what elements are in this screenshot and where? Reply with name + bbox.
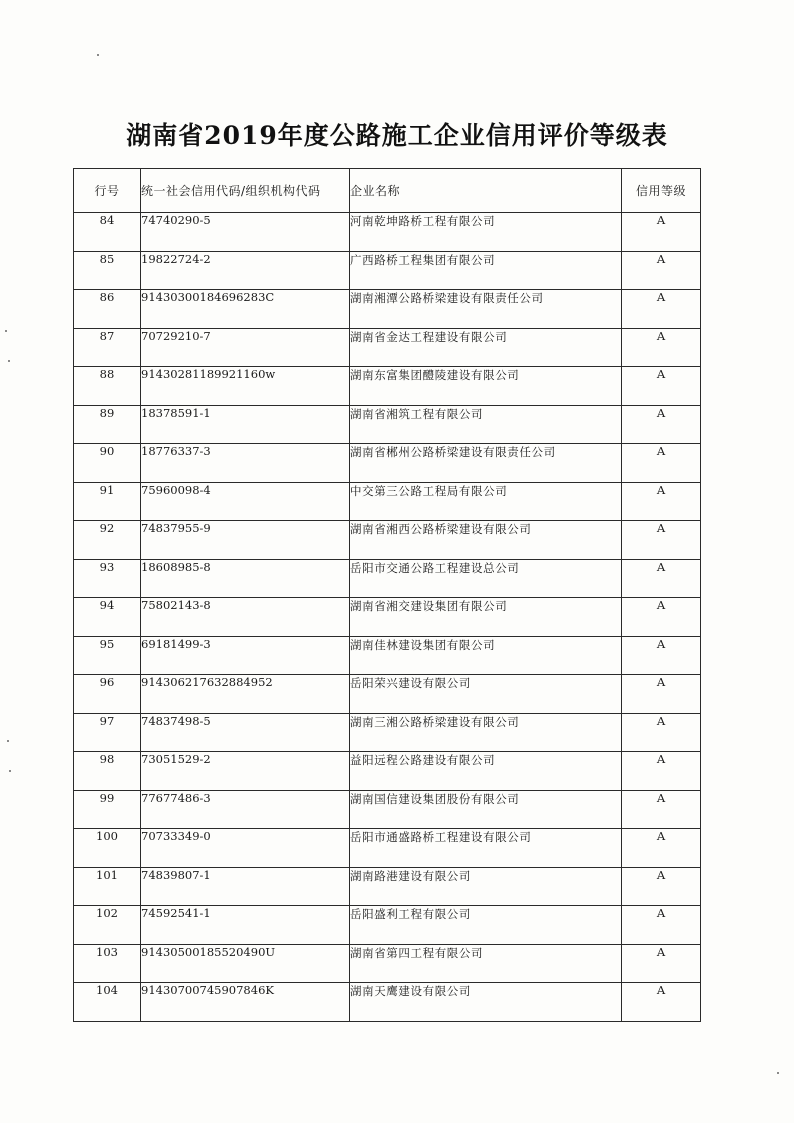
table-row	[74, 636, 701, 675]
company-name-cell: 湖南省湘交建设集团有限公司	[350, 598, 622, 637]
credit-grade-cell: A	[622, 598, 701, 637]
credit-code-cell: 74837498-5	[141, 713, 350, 752]
table-row	[74, 867, 701, 906]
credit-code-cell: 75960098-4	[141, 482, 350, 521]
company-name-cell: 岳阳市通盛路桥工程建设有限公司	[350, 829, 622, 868]
company-name-cell: 湖南省湘西公路桥梁建设有限公司	[350, 521, 622, 560]
credit-code-cell: 77677486-3	[141, 790, 350, 829]
table-row	[74, 482, 701, 521]
credit-code-cell: 91430300184696283C	[141, 290, 350, 329]
company-name-cell: 湖南天鹰建设有限公司	[350, 983, 622, 1022]
credit-grade-cell: A	[622, 944, 701, 983]
row-number-cell: 94	[74, 598, 141, 637]
row-number-cell: 89	[74, 405, 141, 444]
company-name-cell: 湖南省第四工程有限公司	[350, 944, 622, 983]
scan-speck	[5, 330, 7, 332]
table-row	[74, 521, 701, 560]
table-row	[74, 790, 701, 829]
table-row	[74, 405, 701, 444]
credit-code-cell: 91430700745907846K	[141, 983, 350, 1022]
row-number-cell: 102	[74, 906, 141, 945]
credit-grade-cell: A	[622, 482, 701, 521]
company-name-cell: 湖南省湘筑工程有限公司	[350, 405, 622, 444]
company-name-cell: 河南乾坤路桥工程有限公司	[350, 213, 622, 252]
table-row	[74, 213, 701, 252]
scan-speck	[9, 770, 11, 772]
credit-code-cell: 73051529-2	[141, 752, 350, 791]
table-row	[74, 752, 701, 791]
table-row	[74, 829, 701, 868]
header-credit-grade: 信用等级	[622, 169, 701, 213]
table-header-row	[74, 169, 701, 213]
credit-code-cell: 18608985-8	[141, 559, 350, 598]
credit-code-cell: 18378591-1	[141, 405, 350, 444]
company-name-cell: 湖南佳林建设集团有限公司	[350, 636, 622, 675]
row-number-cell: 103	[74, 944, 141, 983]
company-name-cell: 岳阳盛利工程有限公司	[350, 906, 622, 945]
credit-code-cell: 75802143-8	[141, 598, 350, 637]
credit-grade-cell: A	[622, 559, 701, 598]
table-row	[74, 598, 701, 637]
credit-code-cell: 91430281189921160w	[141, 367, 350, 406]
table-row	[74, 290, 701, 329]
table-row	[74, 367, 701, 406]
credit-grade-cell: A	[622, 251, 701, 290]
table-row	[74, 944, 701, 983]
credit-code-cell: 74592541-1	[141, 906, 350, 945]
credit-grade-cell: A	[622, 983, 701, 1022]
company-name-cell: 湖南路港建设有限公司	[350, 867, 622, 906]
row-number-cell: 99	[74, 790, 141, 829]
company-name-cell: 益阳远程公路建设有限公司	[350, 752, 622, 791]
company-name-cell: 广西路桥工程集团有限公司	[350, 251, 622, 290]
credit-grade-cell: A	[622, 290, 701, 329]
row-number-cell: 93	[74, 559, 141, 598]
header-row-number: 行号	[74, 169, 141, 213]
table-row	[74, 713, 701, 752]
table-row	[74, 444, 701, 483]
row-number-cell: 96	[74, 675, 141, 714]
row-number-cell: 97	[74, 713, 141, 752]
company-name-cell: 岳阳荣兴建设有限公司	[350, 675, 622, 714]
table-body	[74, 213, 701, 1022]
credit-code-cell: 74839807-1	[141, 867, 350, 906]
header-company-name: 企业名称	[350, 169, 622, 213]
table-row	[74, 906, 701, 945]
table-row	[74, 328, 701, 367]
credit-grade-cell: A	[622, 867, 701, 906]
credit-grade-cell: A	[622, 521, 701, 560]
row-number-cell: 88	[74, 367, 141, 406]
scan-speck	[97, 54, 99, 56]
credit-code-cell: 74837955-9	[141, 521, 350, 560]
credit-grade-cell: A	[622, 405, 701, 444]
row-number-cell: 87	[74, 328, 141, 367]
credit-code-cell: 18776337-3	[141, 444, 350, 483]
row-number-cell: 86	[74, 290, 141, 329]
scan-speck	[7, 740, 9, 742]
company-name-cell: 湖南三湘公路桥梁建设有限公司	[350, 713, 622, 752]
credit-rating-table	[73, 168, 701, 1022]
company-name-cell: 湖南湘潭公路桥梁建设有限责任公司	[350, 290, 622, 329]
credit-grade-cell: A	[622, 675, 701, 714]
credit-grade-cell: A	[622, 444, 701, 483]
company-name-cell: 湖南省金达工程建设有限公司	[350, 328, 622, 367]
page-title: 湖南省2019年度公路施工企业信用评价等级表	[126, 121, 668, 150]
company-name-cell: 中交第三公路工程局有限公司	[350, 482, 622, 521]
credit-code-cell: 70733349-0	[141, 829, 350, 868]
credit-grade-cell: A	[622, 829, 701, 868]
scan-speck	[8, 360, 10, 362]
credit-grade-cell: A	[622, 328, 701, 367]
table-row	[74, 983, 701, 1022]
credit-code-cell: 91430500185520490U	[141, 944, 350, 983]
row-number-cell: 100	[74, 829, 141, 868]
row-number-cell: 98	[74, 752, 141, 791]
table-row	[74, 251, 701, 290]
credit-code-cell: 69181499-3	[141, 636, 350, 675]
table-row	[74, 675, 701, 714]
header-credit-code: 统一社会信用代码/组织机构代码	[141, 169, 350, 213]
credit-code-cell: 70729210-7	[141, 328, 350, 367]
credit-grade-cell: A	[622, 213, 701, 252]
row-number-cell: 90	[74, 444, 141, 483]
credit-grade-cell: A	[622, 367, 701, 406]
credit-grade-cell: A	[622, 636, 701, 675]
credit-grade-cell: A	[622, 713, 701, 752]
table-row	[74, 559, 701, 598]
company-name-cell: 岳阳市交通公路工程建设总公司	[350, 559, 622, 598]
scan-speck	[777, 1072, 779, 1074]
row-number-cell: 85	[74, 251, 141, 290]
credit-code-cell: 914306217632884952	[141, 675, 350, 714]
row-number-cell: 95	[74, 636, 141, 675]
row-number-cell: 104	[74, 983, 141, 1022]
company-name-cell: 湖南东富集团醴陵建设有限公司	[350, 367, 622, 406]
row-number-cell: 84	[74, 213, 141, 252]
credit-code-cell: 19822724-2	[141, 251, 350, 290]
credit-grade-cell: A	[622, 752, 701, 791]
credit-grade-cell: A	[622, 906, 701, 945]
credit-grade-cell: A	[622, 790, 701, 829]
row-number-cell: 92	[74, 521, 141, 560]
company-name-cell: 湖南国信建设集团股份有限公司	[350, 790, 622, 829]
row-number-cell: 101	[74, 867, 141, 906]
row-number-cell: 91	[74, 482, 141, 521]
company-name-cell: 湖南省郴州公路桥梁建设有限责任公司	[350, 444, 622, 483]
credit-code-cell: 74740290-5	[141, 213, 350, 252]
